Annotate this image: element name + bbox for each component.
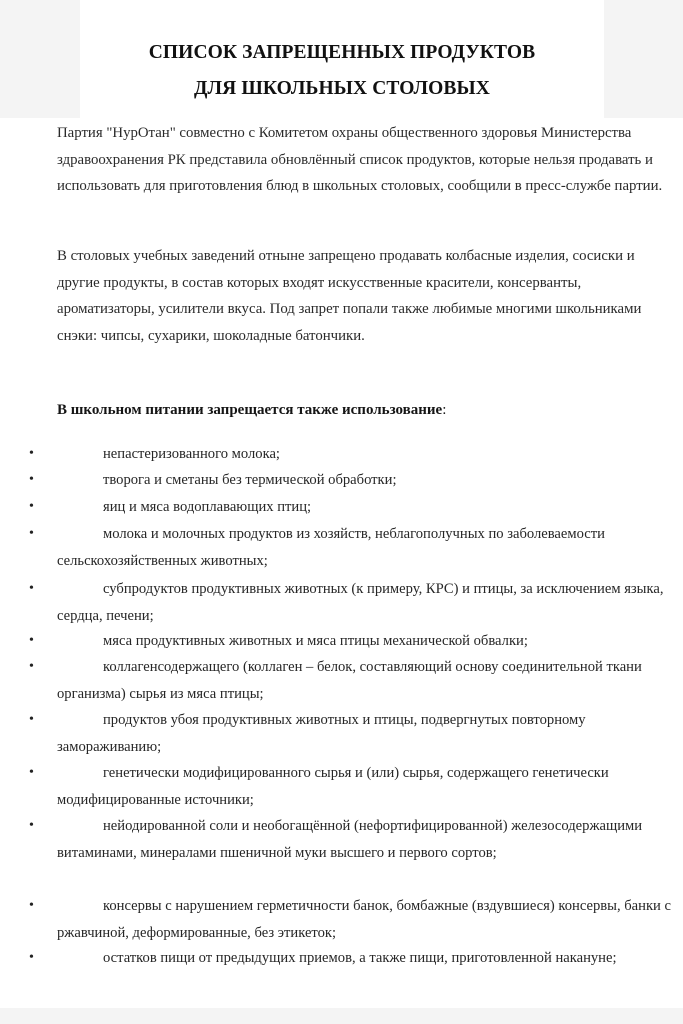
- bullet-icon: •: [29, 472, 34, 487]
- list-item-text: остатков пищи от предыдущих приемов, а также пищи, приготовленной накануне;: [103, 950, 617, 966]
- page-title-line-1: СПИСОК ЗАПРЕЩЕННЫХ ПРОДУКТОВ: [148, 42, 536, 63]
- list-item: [24, 628, 674, 655]
- list-heading-colon: :: [442, 402, 447, 418]
- list-item: [24, 893, 674, 946]
- list-item: [24, 521, 674, 574]
- bullet-icon: •: [29, 818, 34, 833]
- bullet-icon: •: [29, 499, 34, 514]
- list-item: [24, 760, 674, 813]
- list-item-text: творога и сметаны без термической обработки;: [103, 472, 397, 488]
- bullet-icon: •: [29, 581, 34, 596]
- list-item: [24, 654, 674, 707]
- list-item: [24, 441, 674, 468]
- bullet-icon: •: [29, 633, 34, 648]
- list-item: [24, 494, 674, 521]
- list-item-text: непастеризованного молока;: [103, 446, 280, 462]
- bullet-icon: •: [29, 659, 34, 674]
- bullet-icon: •: [29, 765, 34, 780]
- list-item-text: мяса продуктивных животных и мяса птицы механической обвалки;: [103, 633, 528, 649]
- list-item-text: консервы с нарушением герметичности банок, бомбажные (вздувшиеся) консервы, банки с ржавчиной, деформированные, без этикеток;: [57, 898, 671, 941]
- bullet-icon: •: [29, 712, 34, 727]
- article-body: [0, 118, 683, 1008]
- title-block: [80, 0, 604, 118]
- list-item-text: яиц и мяса водоплавающих птиц;: [103, 499, 312, 515]
- bullet-icon: •: [29, 898, 34, 913]
- list-item: [24, 576, 674, 629]
- list-item-text: субпродуктов продуктивных животных (к примеру, КРС) и птицы, за исключением языка, сердца, печени;: [57, 581, 664, 624]
- list-item-text: нейодированной соли и необогащённой (нефортифицированной) железосодержащими витаминами, минералами пшеничной муки высшего и первого сортов;: [57, 818, 643, 861]
- ban-paragraph: В столовых учебных заведений отныне запрещено продавать колбасные изделия, сосиски и другие продукты, в состав которых входят искусственные красители, консерванты, ароматизаторы, усилители вкуса. Под запрет попали также любимые многими школьниками снэки: чипсы, сухарики, шоколадные батончики.: [57, 248, 642, 344]
- list-heading: [57, 397, 657, 423]
- list-item: [24, 467, 674, 494]
- list-heading-text: В школьном питании запрещается также использование: [57, 402, 443, 418]
- page-title-line-2: ДЛЯ ШКОЛЬНЫХ СТОЛОВЫХ: [194, 78, 490, 99]
- list-item-text: продуктов убоя продуктивных животных и птицы, подвергнутых повторному замораживанию;: [57, 712, 586, 755]
- page-bottom-margin: [0, 1008, 683, 1024]
- list-item: [24, 813, 674, 866]
- list-item-text: коллагенсодержащего (коллаген – белок, составляющий основу соединительной ткани организма) сырья из мяса птицы;: [57, 659, 642, 702]
- intro-paragraph: Партия "НурОтан" совместно с Комитетом охраны общественного здоровья Министерства здравоохранения РК представила обновлённый список продуктов, которые нельзя продавать и использовать для приготовления блюд в школьных столовых, сообщили в пресс-службе партии.: [57, 125, 663, 194]
- bullet-icon: •: [29, 526, 34, 541]
- list-item: [24, 707, 674, 760]
- bullet-icon: •: [29, 446, 34, 461]
- list-item: [24, 945, 674, 972]
- bullet-icon: •: [29, 950, 34, 965]
- list-item-text: генетически модифицированного сырья и (или) сырья, содержащего генетически модифицированные источники;: [57, 765, 609, 808]
- list-item-text: молока и молочных продуктов из хозяйств, неблагополучных по заболеваемости сельскохозяйственных животных;: [57, 526, 605, 569]
